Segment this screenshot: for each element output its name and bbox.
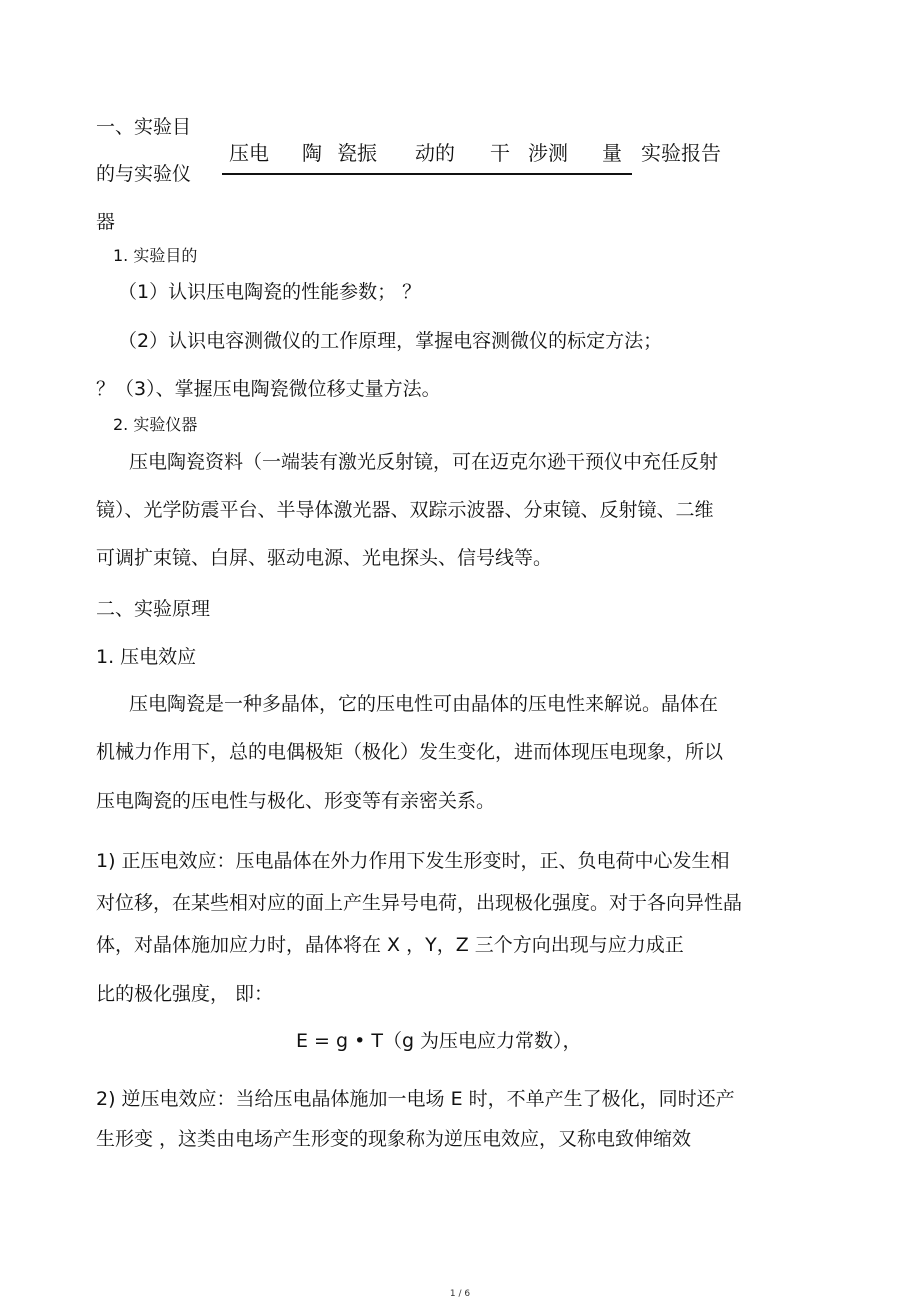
section-one-heading-line-1: 一、实验目 [96,116,192,138]
title-word: 动的 [415,141,455,165]
intro-line: 压电陶瓷的压电性与极化、形变等有亲密关系。 [96,790,496,812]
title-word: 涉测 [528,141,568,165]
objective-item: （2）认识电容测微仪的工作原理，掌握电容测微仪的标定方法； [118,330,663,352]
section-one-heading-line-3: 器 [96,211,116,233]
title-word: 压电 [229,141,269,165]
objective-heading: 1. 实验目的 [113,246,198,265]
title-underline [222,173,632,175]
instruments-line: 压电陶瓷资料（一端装有激光反射镜，可在迈克尔逊干预仪中充任反射 [129,451,719,473]
instruments-line: 镜）、光学防震平台、半导体激光器、双踪示波器、分束镜、反射镜、二维 [96,499,714,521]
inverse-effect-line: 2) 逆压电效应：当给压电晶体施加一电场 E 时，不单产生了极化，同时还产 [96,1088,735,1110]
title-word: 陶 [302,141,322,165]
intro-line: 机械力作用下，总的电偶极矩（极化）发生变化，进而体现压电现象，所以 [96,741,724,763]
title-word: 量 [602,141,622,165]
section-two-heading: 二、实验原理 [96,598,211,620]
direct-effect-line: 比的极化强度， 即： [96,983,274,1005]
instruments-heading: 2. 实验仪器 [113,415,198,434]
page-number: 1 / 6 [449,1289,471,1299]
direct-effect-line: 1) 正压电效应：压电晶体在外力作用下发生形变时，正、负电荷中心发生相 [96,850,730,872]
intro-line: 压电陶瓷是一种多晶体，它的压电性可由晶体的压电性来解说。晶体在 [129,693,719,715]
title-word: 干 [490,141,510,165]
title-word: 瓷振 [337,141,377,165]
instruments-line: 可调扩束镜、白屏、驱动电源、光电探头、信号线等。 [96,547,553,569]
objective-item: ？（3）、掌握压电陶瓷微位移丈量方法。 [96,378,441,400]
inverse-effect-line: 生形变 ，这类由电场产生形变的现象称为逆压电效应，又称电致伸缩效 [96,1128,692,1150]
direct-effect-line: 体，对晶体施加应力时，晶体将在 X ，Y，Z 三个方向出现与应力成正 [96,934,684,956]
objective-item: （1）认识压电陶瓷的性能参数； ？ [118,281,422,303]
formula: E = g • T（g 为压电应力常数）， [296,1030,582,1052]
section-one-heading-line-2: 的与实验仪 [96,163,192,185]
direct-effect-line: 对位移，在某些相对应的面上产生异号电荷，出现极化强度。对于各向异性晶 [96,892,743,914]
title-word: 实验报告 [641,141,721,165]
section-two-subheading: 1. 压电效应 [96,646,197,668]
